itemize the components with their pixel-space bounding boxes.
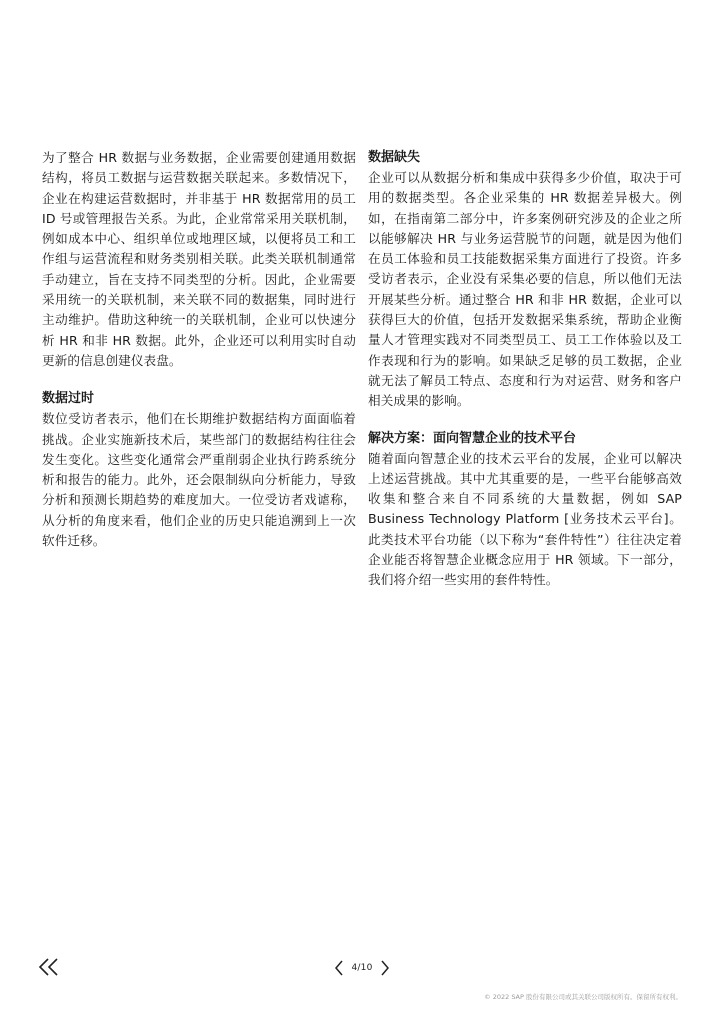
right-column — [368, 148, 682, 591]
copyright-footer: © 2022 SAP 股份有限公司或其关联公司版权所有。保留所有权利。 — [484, 993, 682, 1001]
outdated-data-paragraph: 数位受访者表示，他们在长期维护数据结构方面面临着挑战。企业实施新技术后，某些部门的数据结构往往会发生变化。这些变化通常会严重削弱企业执行跨系统分析和报告的能力。此外，还会限制纵向分析能力，导致分析和预测长期趋势的难度加大。一位受访者戏谑称，从分析的角度来看，他们企业的历史只能追溯到上一次软件迁移。 — [42, 411, 356, 549]
section-title-missing-data: 数据缺失 — [368, 150, 421, 165]
chevron-left-icon[interactable] — [333, 959, 345, 977]
missing-data-paragraph: 企业可以从数据分析和集成中获得多少价值，取决于可用的数据类型。各企业采集的 HR 数据差异极大。例如，在指南第二部分中，许多案例研究涉及的企业之所以能够解决 HR 与业务运营脱节的问题，就是因为他们在员工体验和员工技能数据采集方面进行了投资。许多受访者表示，企业没有采集必要的信息，所以他们无法开展某些分析。通过整合 HR 和非 HR 数据，企业可以获得巨大的价值，包括开发数据采集系统，帮助企业衡量人才管理实践对不同类型员工、员工工作体验以及工作表现和行为的影响。如果缺乏足够的员工数据，企业就无法了解员工特点、态度和行为对运营、财务和客户相关成果的影响。 — [368, 170, 682, 409]
page-navigation — [333, 958, 391, 978]
left-column — [42, 148, 356, 551]
intro-paragraph: 为了整合 HR 数据与业务数据，企业需要创建通用数据结构，将员工数据与运营数据关联起来。多数情况下，企业在构建运营数据时，并非基于 HR 数据常用的员工 ID 号或管理报告关系。为此，企业常常采用关联机制，例如成本中心、组织单位或地理区域，以便将员工和工作组与运营流程和财务类别相关联。此类关联机制通常手动建立，旨在支持不同类型的分析。因此，企业需要采用统一的关联机制，来关联不同的数据集，同时进行主动维护。借助这种统一的关联机制，企业可以快速分析 HR 和非 HR 数据。此外，企业还可以利用实时自动更新的信息创建仪表盘。 — [42, 150, 356, 368]
solution-paragraph: 随着面向智慧企业的技术云平台的发展，企业可以解决上述运营挑战。其中尤其重要的是，一些平台能够高效收集和整合来自不同系统的大量数据，例如 SAP Business Technology Platform [业务技术云平台]。此类技术平台功能（以下称为“套件特性”）往往决定着企业能否将智慧企业概念应用于 HR 领域。下一部分，我们将介绍一些实用的套件特性。 — [368, 450, 682, 588]
section-title-solution: 解决方案：面向智慧企业的技术平台 — [368, 430, 577, 446]
chevron-right-icon[interactable] — [379, 959, 391, 977]
section-title-outdated-data: 数据过时 — [42, 391, 95, 407]
page-indicator: 4/10 — [351, 963, 373, 973]
double-chevron-left-icon[interactable] — [36, 956, 62, 978]
